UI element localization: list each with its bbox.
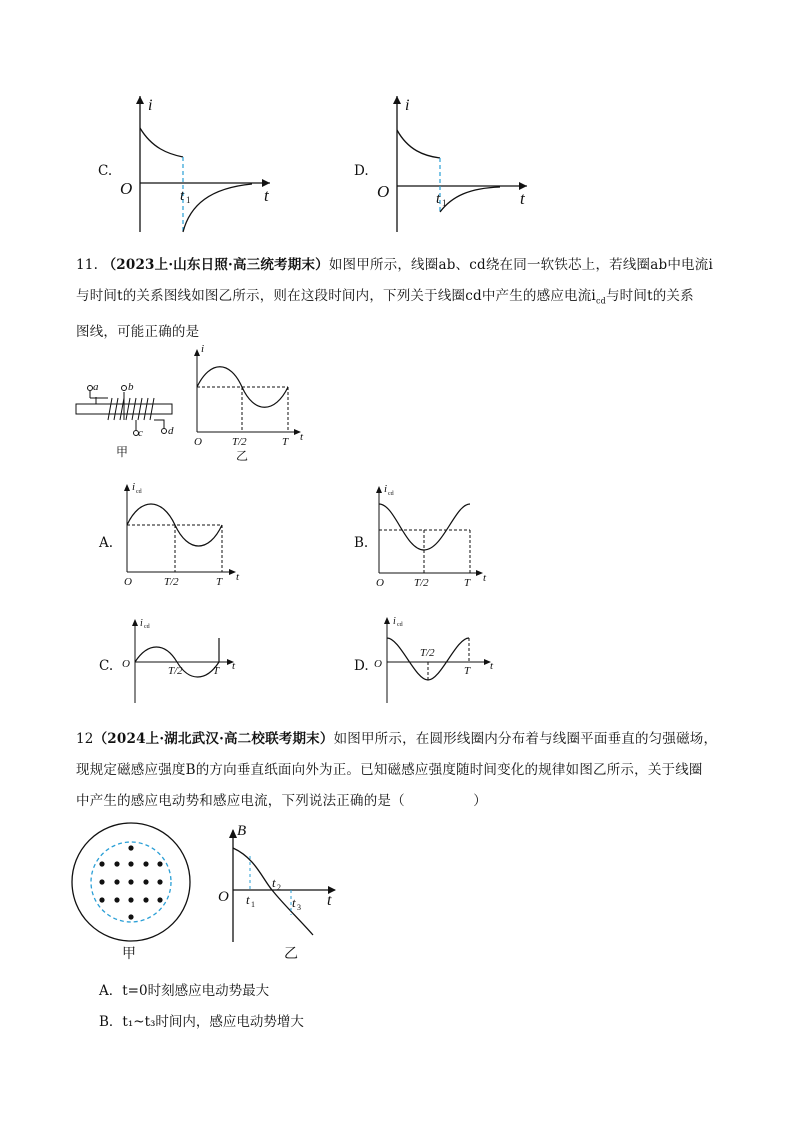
yi-O: O [194, 436, 202, 448]
svg-text:t: t [272, 875, 276, 890]
svg-text:cd: cd [388, 491, 394, 497]
q10-option-c-label: C. [98, 163, 113, 179]
svg-text:t: t [292, 895, 296, 910]
svg-text:cd: cd [136, 489, 142, 495]
q10c-t1: t [180, 188, 185, 204]
svg-text:T/2: T/2 [420, 647, 435, 659]
svg-text:i: i [132, 481, 136, 493]
yi-T: T [282, 436, 289, 448]
svg-text:3: 3 [297, 903, 301, 912]
svg-text:t: t [236, 571, 240, 583]
q10c-t-label: t [264, 186, 269, 205]
svg-text:i: i [140, 618, 143, 629]
q10d-origin: O [377, 182, 390, 201]
yi-caption: 乙 [236, 449, 249, 463]
svg-text:O: O [124, 576, 132, 588]
q10d-t1: t [436, 191, 441, 207]
svg-text:cd: cd [397, 622, 403, 628]
q11-line1: 如图甲所示，线圈ab、cd绕在同一软铁芯上，若线圈ab中电流i [328, 257, 713, 273]
q11-source: （2023上·山东日照·高三统考期末） [102, 257, 329, 273]
q12-option-a: A．t=0时刻感应电动势最大 [99, 983, 270, 999]
svg-text:T: T [464, 577, 471, 589]
q11-line2-sub: cd [595, 296, 606, 306]
q10c-t1-sub: 1 [186, 195, 191, 205]
q11-line3: 图线，可能正确的是 [76, 323, 200, 340]
q10c-origin: O [120, 179, 133, 198]
svg-text:1: 1 [251, 900, 255, 909]
q11-line2: 与时间t的关系图线如图乙所示，则在这段时间内，下列关于线圈cd中产生的感应电流i [76, 288, 596, 304]
q12-option-b: B．t₁~t₃时间内，感应电动势增大 [99, 1014, 304, 1030]
q11-option-a-label: A. [99, 535, 114, 551]
coil-b: b [128, 381, 134, 393]
svg-text:t: t [246, 892, 250, 907]
jia-caption: 甲 [116, 445, 129, 459]
yi-half: T/2 [232, 436, 247, 448]
q12-line3: 中产生的感应电动势和感应电流，下列说法正确的是（ ） [76, 793, 487, 809]
svg-text:t: t [490, 660, 494, 672]
svg-text:t: t [483, 572, 487, 584]
q10d-t-label: t [520, 189, 525, 208]
q12-t-label: t [327, 892, 332, 909]
q12-line1: 如图甲所示，在圆形线圈内分布着与线圈平面垂直的匀强磁场， [333, 731, 718, 747]
svg-text:cd: cd [144, 624, 150, 630]
q11-line2-end: 与时间t的关系 [605, 288, 694, 304]
q12-jia-caption: 甲 [122, 947, 136, 962]
svg-text:t: t [232, 660, 236, 672]
q11-option-d-label: D. [354, 658, 369, 674]
q12-origin: O [218, 889, 229, 905]
svg-text:T: T [216, 576, 223, 588]
svg-text:T/2: T/2 [164, 576, 179, 588]
yi-t: t [300, 431, 304, 443]
q10-option-d-label: D. [354, 163, 369, 179]
svg-text:2: 2 [277, 883, 281, 892]
q12-line2: 现规定磁感应强度B的方向垂直纸面向外为正。已知磁感应强度随时间变化的规律如图乙所示，关于线圈 [76, 762, 703, 778]
q10d-i-label: i [405, 97, 410, 114]
coil-c: c [138, 427, 143, 439]
q11-option-c-label: C. [99, 658, 114, 674]
q12-yi-caption: 乙 [284, 947, 298, 962]
svg-text:O: O [374, 658, 382, 670]
svg-text:i: i [393, 616, 396, 627]
q12-B-label: B [237, 823, 247, 839]
q11-number: 11. [76, 257, 99, 273]
q12-source: （2024上·湖北武汉·高二校联考期末） [93, 731, 334, 747]
svg-text:T: T [464, 665, 471, 677]
coil-a: a [93, 381, 99, 393]
q12-number: 12 [76, 731, 94, 747]
q10c-i-label: i [148, 97, 153, 114]
svg-text:O: O [122, 658, 130, 670]
q10d-t1-sub: 1 [442, 198, 447, 208]
q11-option-b-label: B. [354, 535, 369, 551]
yi-i: i [201, 343, 205, 355]
svg-text:T/2: T/2 [414, 577, 429, 589]
svg-text:T: T [213, 665, 220, 677]
svg-text:O: O [376, 577, 384, 589]
svg-text:T/2: T/2 [168, 665, 183, 677]
coil-d: d [168, 425, 174, 437]
svg-text:i: i [384, 483, 388, 495]
